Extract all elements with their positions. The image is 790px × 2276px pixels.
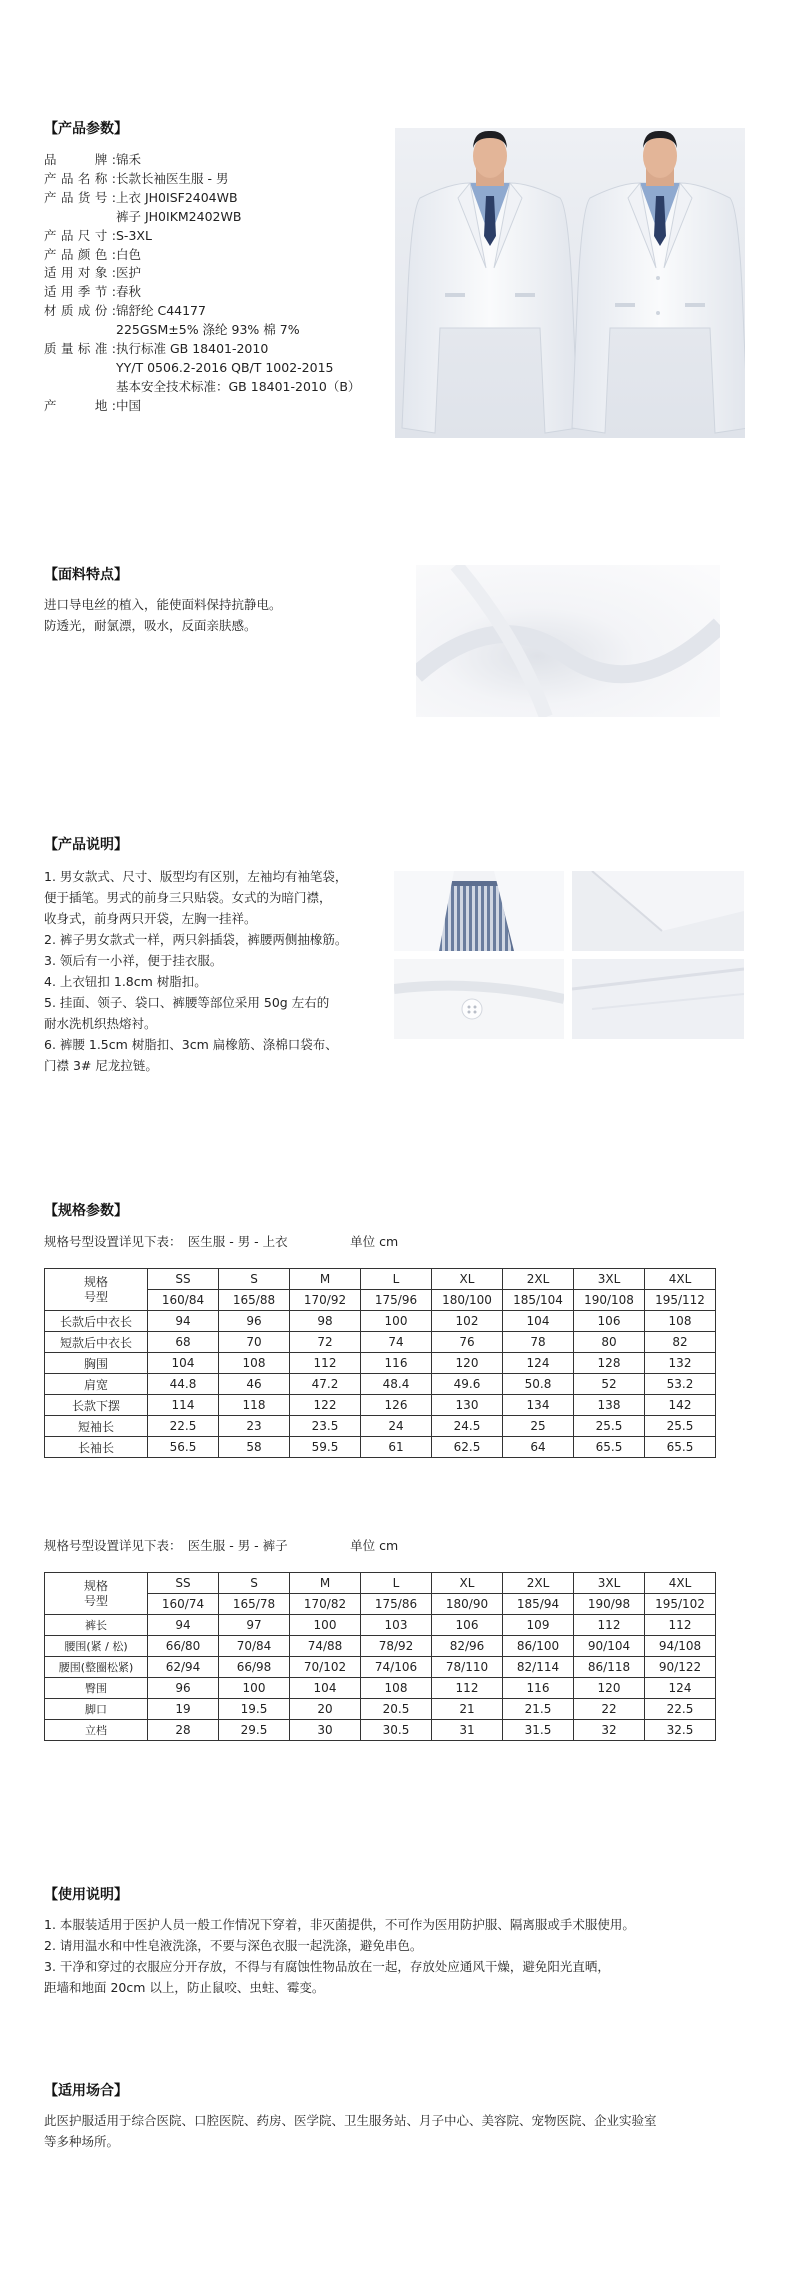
size-code: 160/74 xyxy=(148,1594,219,1615)
param-label: 适用对象: xyxy=(44,265,116,281)
size-code: 185/94 xyxy=(503,1594,574,1615)
fabric-photo xyxy=(416,565,720,717)
cell-value: 116 xyxy=(503,1678,574,1699)
param-label: 品 牌: xyxy=(44,152,116,167)
param-row xyxy=(44,377,360,396)
cell-value: 56.5 xyxy=(148,1437,219,1458)
cell-value: 65.5 xyxy=(574,1437,645,1458)
size-header: L xyxy=(361,1573,432,1594)
size-code: 190/108 xyxy=(574,1290,645,1311)
param-row xyxy=(44,301,206,320)
table-header-label: 规格 号型 xyxy=(45,1269,148,1311)
cell-value: 103 xyxy=(361,1615,432,1636)
detail-photo-button xyxy=(394,959,564,1039)
cell-value: 49.6 xyxy=(432,1374,503,1395)
size-code: 170/82 xyxy=(290,1594,361,1615)
cell-value: 102 xyxy=(432,1311,503,1332)
cell-value: 108 xyxy=(361,1678,432,1699)
cell-value: 82/96 xyxy=(432,1636,503,1657)
cell-value: 120 xyxy=(432,1353,503,1374)
usage-text xyxy=(44,1914,635,1998)
param-label: 质量标准: xyxy=(44,341,116,356)
cell-value: 21.5 xyxy=(503,1699,574,1720)
cell-value: 29.5 xyxy=(219,1720,290,1741)
cell-value: 100 xyxy=(361,1311,432,1332)
cell-value: 116 xyxy=(361,1353,432,1374)
fabric-text xyxy=(44,594,282,636)
size-header: 2XL xyxy=(503,1269,574,1290)
cell-value: 30.5 xyxy=(361,1720,432,1741)
size-code: 185/104 xyxy=(503,1290,574,1311)
row-name: 立档 xyxy=(45,1720,148,1741)
cell-value: 48.4 xyxy=(361,1374,432,1395)
cell-value: 112 xyxy=(574,1615,645,1636)
cell-value: 128 xyxy=(574,1353,645,1374)
cell-value: 31.5 xyxy=(503,1720,574,1741)
top-size-table xyxy=(44,1268,716,1458)
cell-value: 70/84 xyxy=(219,1636,290,1657)
cell-value: 122 xyxy=(290,1395,361,1416)
size-header: L xyxy=(361,1269,432,1290)
desc-line: 便于插笔。男式的前身三只贴袋。女式的为暗门襟， xyxy=(44,890,332,905)
pants-table-caption: 规格号型设置详见下表： 医生服 - 男 - 裤子 单位 cm xyxy=(44,1538,399,1553)
row-name: 长款下摆 xyxy=(45,1395,148,1416)
cell-value: 104 xyxy=(290,1678,361,1699)
cell-value: 78/110 xyxy=(432,1657,503,1678)
param-row xyxy=(44,263,141,282)
desc-title: 【产品说明】 xyxy=(44,837,128,853)
cell-value: 94 xyxy=(148,1311,219,1332)
size-header: XL xyxy=(432,1269,503,1290)
cell-value: 74/106 xyxy=(361,1657,432,1678)
cell-value: 64 xyxy=(503,1437,574,1458)
cell-value: 20 xyxy=(290,1699,361,1720)
cell-value: 118 xyxy=(219,1395,290,1416)
param-value: 基本安全技术标准：GB 18401-2010（B） xyxy=(116,378,361,394)
table-row xyxy=(45,1332,716,1353)
size-code: 180/90 xyxy=(432,1594,503,1615)
cell-value: 22.5 xyxy=(645,1699,716,1720)
cell-value: 80 xyxy=(574,1332,645,1353)
param-row xyxy=(44,282,141,301)
params-title: 【产品参数】 xyxy=(44,121,128,137)
table-row xyxy=(45,1395,716,1416)
usage-line: 2. 请用温水和中性皂液洗涤，不要与深色衣服一起洗涤，避免串色。 xyxy=(44,1938,423,1953)
desc-text xyxy=(44,866,347,1076)
param-row xyxy=(44,169,228,188)
row-name: 长款后中衣长 xyxy=(45,1311,148,1332)
cell-value: 19 xyxy=(148,1699,219,1720)
cell-value: 44.8 xyxy=(148,1374,219,1395)
desc-line: 耐水洗机织热熔衬。 xyxy=(44,1016,157,1031)
cell-value: 61 xyxy=(361,1437,432,1458)
cell-value: 21 xyxy=(432,1699,503,1720)
size-title: 【规格参数】 xyxy=(44,1203,128,1219)
cell-value: 62.5 xyxy=(432,1437,503,1458)
cell-value: 53.2 xyxy=(645,1374,716,1395)
cell-value: 98 xyxy=(290,1311,361,1332)
param-row xyxy=(44,320,300,339)
size-code: 195/102 xyxy=(645,1594,716,1615)
cell-value: 52 xyxy=(574,1374,645,1395)
cell-value: 59.5 xyxy=(290,1437,361,1458)
param-row xyxy=(44,188,238,207)
size-header: 4XL xyxy=(645,1269,716,1290)
size-header: SS xyxy=(148,1573,219,1594)
cell-value: 32.5 xyxy=(645,1720,716,1741)
usage-line: 1. 本服装适用于医护人员一般工作情况下穿着，非灭菌提供，不可作为医用防护服、隔离服或手术服使用。 xyxy=(44,1917,635,1932)
size-code: 165/88 xyxy=(219,1290,290,1311)
cell-value: 132 xyxy=(645,1353,716,1374)
table-row xyxy=(45,1678,716,1699)
desc-line: 4. 上衣钮扣 1.8cm 树脂扣。 xyxy=(44,974,207,989)
table-row xyxy=(45,1311,716,1332)
cell-value: 124 xyxy=(645,1678,716,1699)
row-name: 腰围(整圈松紧) xyxy=(45,1657,148,1678)
cell-value: 142 xyxy=(645,1395,716,1416)
param-value: 225GSM±5% 涤纶 93% 棉 7% xyxy=(116,322,300,338)
cell-value: 86/100 xyxy=(503,1636,574,1657)
table-row xyxy=(45,1374,716,1395)
row-name: 臀围 xyxy=(45,1678,148,1699)
cell-value: 46 xyxy=(219,1374,290,1395)
cell-value: 120 xyxy=(574,1678,645,1699)
table-row xyxy=(45,1416,716,1437)
param-value: 裤子 JH0IKM2402WB xyxy=(116,208,242,224)
param-value: 医护 xyxy=(116,265,142,281)
size-header: S xyxy=(219,1269,290,1290)
row-name: 长袖长 xyxy=(45,1437,148,1458)
desc-line: 3. 领后有一小祥，便于挂衣服。 xyxy=(44,953,223,968)
size-header: 3XL xyxy=(574,1573,645,1594)
row-name: 肩宽 xyxy=(45,1374,148,1395)
cell-value: 78/92 xyxy=(361,1636,432,1657)
param-value: 上衣 JH0ISF2404WB xyxy=(116,189,238,205)
param-label: 产品颜色: xyxy=(44,246,116,262)
detail-photo-pocket xyxy=(572,959,744,1039)
pants-size-table xyxy=(44,1572,716,1741)
size-header: SS xyxy=(148,1269,219,1290)
fabric-line: 防透光，耐氯漂，吸水，反面亲肤感。 xyxy=(44,618,257,633)
cell-value: 112 xyxy=(290,1353,361,1374)
cell-value: 47.2 xyxy=(290,1374,361,1395)
cell-value: 66/98 xyxy=(219,1657,290,1678)
cell-value: 24 xyxy=(361,1416,432,1437)
row-name: 短款后中衣长 xyxy=(45,1332,148,1353)
param-row xyxy=(44,226,152,245)
cell-value: 22 xyxy=(574,1699,645,1720)
desc-line: 收身式，前身两只开袋，左胸一挂祥。 xyxy=(44,911,257,926)
size-header: 2XL xyxy=(503,1573,574,1594)
param-label: 产 地: xyxy=(44,397,116,413)
cell-value: 94 xyxy=(148,1615,219,1636)
cell-value: 74 xyxy=(361,1332,432,1353)
cell-value: 126 xyxy=(361,1395,432,1416)
cell-value: 24.5 xyxy=(432,1416,503,1437)
table-row xyxy=(45,1353,716,1374)
desc-line: 2. 裤子男女款式一样，两只斜插袋，裤腰两侧抽橡筋。 xyxy=(44,932,348,947)
cell-value: 20.5 xyxy=(361,1699,432,1720)
param-row xyxy=(44,396,141,415)
row-name: 裤长 xyxy=(45,1615,148,1636)
cell-value: 97 xyxy=(219,1615,290,1636)
table-header-label: 规格 号型 xyxy=(45,1573,148,1615)
cell-value: 94/108 xyxy=(645,1636,716,1657)
cell-value: 65.5 xyxy=(645,1437,716,1458)
param-row xyxy=(44,339,268,358)
size-code: 160/84 xyxy=(148,1290,219,1311)
cell-value: 23 xyxy=(219,1416,290,1437)
table-row xyxy=(45,1657,716,1678)
usage-line: 3. 干净和穿过的衣服应分开存放，不得与有腐蚀性物品放在一起，存放处应通风干燥，避免阳光直晒， xyxy=(44,1959,610,1974)
desc-line: 1. 男女款式、尺寸、版型均有区别，左袖均有袖笔袋， xyxy=(44,869,348,884)
cell-value: 68 xyxy=(148,1332,219,1353)
fabric-line: 进口导电丝的植入，能使面料保持抗静电。 xyxy=(44,597,282,612)
size-code: 195/112 xyxy=(645,1290,716,1311)
cell-value: 112 xyxy=(432,1678,503,1699)
size-header: S xyxy=(219,1573,290,1594)
param-row xyxy=(44,150,141,169)
cell-value: 25 xyxy=(503,1416,574,1437)
table-row xyxy=(45,1636,716,1657)
param-row xyxy=(44,245,141,264)
cell-value: 90/104 xyxy=(574,1636,645,1657)
param-label: 产品名称: xyxy=(44,170,116,186)
cell-value: 58 xyxy=(219,1437,290,1458)
cell-value: 31 xyxy=(432,1720,503,1741)
size-header: 3XL xyxy=(574,1269,645,1290)
usage-line: 距墙和地面 20cm 以上，防止鼠咬、虫蛀、霉变。 xyxy=(44,1980,325,1995)
cell-value: 90/122 xyxy=(645,1657,716,1678)
cell-value: 22.5 xyxy=(148,1416,219,1437)
table-row xyxy=(45,1437,716,1458)
param-row xyxy=(44,207,241,226)
table-row xyxy=(45,1720,716,1741)
cell-value: 104 xyxy=(148,1353,219,1374)
size-header: M xyxy=(290,1269,361,1290)
cell-value: 108 xyxy=(645,1311,716,1332)
size-code: 170/92 xyxy=(290,1290,361,1311)
param-label: 材质成份: xyxy=(44,303,116,319)
scenes-line: 此医护服适用于综合医院、口腔医院、药房、医学院、卫生服务站、月子中心、美容院、宠物医院、企业实验室 xyxy=(44,2113,657,2128)
row-name: 脚口 xyxy=(45,1699,148,1720)
param-row xyxy=(44,358,334,377)
cell-value: 100 xyxy=(290,1615,361,1636)
cell-value: 108 xyxy=(219,1353,290,1374)
param-value: 锦禾 xyxy=(116,152,142,167)
row-name: 短袖长 xyxy=(45,1416,148,1437)
cell-value: 23.5 xyxy=(290,1416,361,1437)
param-value: 春秋 xyxy=(116,284,142,300)
fabric-title: 【面料特点】 xyxy=(44,567,128,583)
param-value: 白色 xyxy=(116,246,142,262)
size-header: 4XL xyxy=(645,1573,716,1594)
param-label: 产品货号: xyxy=(44,189,116,205)
cell-value: 66/80 xyxy=(148,1636,219,1657)
param-value: 长款长袖医生服 - 男 xyxy=(116,170,229,186)
cell-value: 86/118 xyxy=(574,1657,645,1678)
cell-value: 78 xyxy=(503,1332,574,1353)
size-header: M xyxy=(290,1573,361,1594)
cell-value: 62/94 xyxy=(148,1657,219,1678)
desc-line: 5. 挂面、领子、袋口、裤腰等部位采用 50g 左右的 xyxy=(44,995,330,1010)
cell-value: 50.8 xyxy=(503,1374,574,1395)
row-name: 腰围(紧 / 松) xyxy=(45,1636,148,1657)
usage-title: 【使用说明】 xyxy=(44,1887,128,1903)
cell-value: 82/114 xyxy=(503,1657,574,1678)
row-name: 胸围 xyxy=(45,1353,148,1374)
scenes-line: 等多种场所。 xyxy=(44,2134,120,2149)
cell-value: 104 xyxy=(503,1311,574,1332)
cell-value: 28 xyxy=(148,1720,219,1741)
detail-photo-lapel xyxy=(572,871,744,951)
cell-value: 19.5 xyxy=(219,1699,290,1720)
cell-value: 109 xyxy=(503,1615,574,1636)
param-value: 执行标准 GB 18401-2010 xyxy=(116,341,269,356)
cell-value: 138 xyxy=(574,1395,645,1416)
size-code: 175/86 xyxy=(361,1594,432,1615)
cell-value: 96 xyxy=(219,1311,290,1332)
size-code: 180/100 xyxy=(432,1290,503,1311)
table-row xyxy=(45,1699,716,1720)
param-label: 适用季节: xyxy=(44,284,116,300)
model-photo xyxy=(395,128,745,438)
size-code: 175/96 xyxy=(361,1290,432,1311)
size-code: 165/78 xyxy=(219,1594,290,1615)
top-table-caption: 规格号型设置详见下表： 医生服 - 男 - 上衣 单位 cm xyxy=(44,1234,399,1249)
cell-value: 70/102 xyxy=(290,1657,361,1678)
table-row xyxy=(45,1615,716,1636)
cell-value: 100 xyxy=(219,1678,290,1699)
param-value: 锦舒纶 C44177 xyxy=(116,303,206,319)
cell-value: 106 xyxy=(432,1615,503,1636)
cell-value: 32 xyxy=(574,1720,645,1741)
desc-line: 6. 裤腰 1.5cm 树脂扣、3cm 扁橡筋、涤棉口袋布、 xyxy=(44,1037,338,1052)
size-code: 190/98 xyxy=(574,1594,645,1615)
param-label: 产品尺寸: xyxy=(44,227,116,243)
cell-value: 134 xyxy=(503,1395,574,1416)
cell-value: 112 xyxy=(645,1615,716,1636)
cell-value: 114 xyxy=(148,1395,219,1416)
scenes-text xyxy=(44,2110,657,2152)
param-value: YY/T 0506.2-2016 QB/T 1002-2015 xyxy=(116,359,334,375)
cell-value: 76 xyxy=(432,1332,503,1353)
param-value: 中国 xyxy=(116,397,142,413)
cell-value: 130 xyxy=(432,1395,503,1416)
cell-value: 30 xyxy=(290,1720,361,1741)
param-value: S-3XL xyxy=(116,227,152,243)
cell-value: 25.5 xyxy=(574,1416,645,1437)
scenes-title: 【适用场合】 xyxy=(44,2083,128,2099)
cell-value: 106 xyxy=(574,1311,645,1332)
detail-photo-collar xyxy=(394,871,564,951)
cell-value: 74/88 xyxy=(290,1636,361,1657)
size-header: XL xyxy=(432,1573,503,1594)
cell-value: 70 xyxy=(219,1332,290,1353)
cell-value: 96 xyxy=(148,1678,219,1699)
desc-line: 门襟 3# 尼龙拉链。 xyxy=(44,1058,158,1073)
cell-value: 25.5 xyxy=(645,1416,716,1437)
cell-value: 72 xyxy=(290,1332,361,1353)
cell-value: 124 xyxy=(503,1353,574,1374)
cell-value: 82 xyxy=(645,1332,716,1353)
